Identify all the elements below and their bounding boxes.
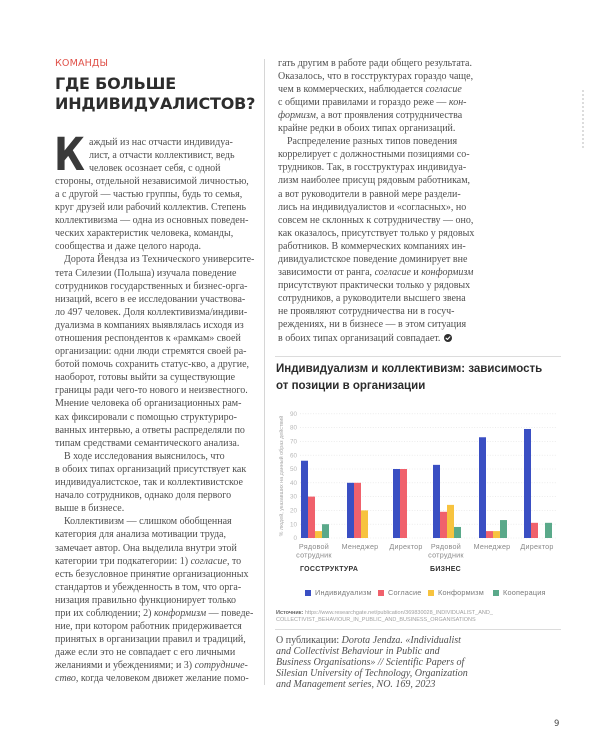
check-circle-icon (444, 334, 452, 342)
margin-mark (582, 90, 584, 150)
y-tick-label: 60 (289, 452, 297, 460)
text-line: есть безусловное принятие организационных (55, 568, 249, 580)
y-tick-label: 20 (289, 507, 297, 515)
group-label-government: ГОССТРУКТУРА (300, 566, 359, 573)
bar-series-1 (531, 523, 538, 538)
text-line: стороны, отдельной независимой личностью, (55, 175, 249, 187)
article-title-line-1: ГДЕ БОЛЬШЕ (55, 74, 176, 93)
chart-top-rule (275, 356, 561, 357)
text-line: ство, когда человеком движет желание помо- (55, 673, 249, 685)
legend-swatch-icon (378, 590, 384, 596)
bar-series-0 (433, 465, 440, 538)
bar-series-1 (400, 469, 407, 538)
x-category-label: Рядовой (298, 542, 330, 551)
group-label-business: БИЗНЕС (430, 566, 462, 573)
y-axis-title: % людей, указавших на данный образ действий (279, 415, 285, 537)
italic-term: ство (55, 673, 76, 685)
bar-series-0 (347, 483, 354, 538)
y-tick-label: 80 (289, 424, 297, 432)
text-line: Оказалось, что в госструктурах гораздо чаще, (278, 70, 474, 82)
text-line: не проявляют сотрудничества ни в госуч- (278, 306, 455, 318)
text-line: присутствуют практически только у рядовых (278, 280, 471, 292)
legend-label: Индивидуализм (315, 588, 372, 597)
text-line: начало сотрудников, однако доля первого (55, 490, 232, 502)
text-line: формизм, а вот проявления сотрудничества (278, 109, 463, 121)
y-tick-label: 10 (289, 521, 297, 529)
text-line: сообщества и даже целого народа. (55, 241, 202, 253)
text-line: в обоих типах организаций совпадает. (278, 332, 478, 345)
text-line: замечает автор. Она выделила внутри этой (55, 542, 237, 554)
text-line: сотрудников, а руководители высшего звена (278, 293, 466, 305)
text-line: совсем не склонных к сотрудничеству — оно, (278, 214, 474, 226)
italic-term: Dorota Jendza. «Individualist (341, 634, 461, 646)
italic-term: Silesian University of Technology, Organization (276, 667, 468, 679)
text-line: желаниями и убеждениями; и 3) сотрудниче- (55, 660, 248, 672)
text-line: ках фиксировали с помощью структуриро- (55, 411, 237, 423)
bar-series-3 (545, 523, 552, 538)
text-line: О публикации: Dorota Jendza. «Individualist (276, 634, 461, 646)
section-label: КОМАНДЫ (55, 57, 109, 69)
italic-term: формизм (278, 109, 316, 121)
bar-chart (270, 400, 570, 565)
legend-label: Конформизм (438, 588, 484, 597)
bar-series-1 (354, 483, 361, 538)
italic-term: согласие (190, 555, 227, 567)
text-line: тета Силезии (Польша) изучала поведение (55, 267, 237, 279)
y-tick-label: 70 (289, 438, 297, 446)
chart-bottom-rule (275, 629, 561, 630)
italic-term: кон- (448, 96, 467, 108)
text-line: ние, при котором работник придерживается (55, 621, 242, 633)
article-title (55, 74, 255, 114)
y-tick-label: 40 (289, 479, 297, 487)
legend-item-conformism (428, 588, 484, 597)
source-url-part-1: https://www.researchgate.net/publication/369830028_INDIVIDUALIST_AND_ (303, 609, 493, 616)
x-category-label: Менеджер (341, 542, 379, 551)
right-text-column (278, 57, 478, 345)
text-line: аждый из нас отчасти индивидуа- (89, 136, 233, 148)
text-line: сотрудников государственных и бизнес-орга- (55, 280, 248, 292)
y-tick-label: 90 (289, 410, 297, 418)
text-line: коррелирует с должностными позициями со- (278, 149, 470, 161)
text-line: низация правильно функционирует только (55, 594, 237, 606)
text-line: категории три подкатегории: 1) согласие, то (55, 555, 242, 567)
publication-note (276, 635, 496, 690)
left-text-column (55, 136, 254, 686)
text-line: с общими правилами и гораздо реже — кон- (278, 96, 467, 108)
italic-term: конформизм (153, 607, 207, 619)
text-line: а вот руководители в равной мере раздели- (278, 188, 461, 200)
text-line: выше в бизнесе. (55, 503, 125, 515)
bar-series-3 (322, 524, 329, 538)
text-line: лись на индивидуалистов и «согласных», но (278, 201, 467, 213)
bar-series-2 (361, 510, 368, 538)
italic-term: согласие (374, 267, 411, 279)
italic-term: and Collectivist Behaviour in Public and (276, 645, 440, 657)
bar-series-1 (486, 531, 493, 538)
text-line: Распределение разных типов поведения (287, 136, 458, 148)
x-category-label: Менеджер (473, 542, 511, 551)
text-line: лизм наиболее присущ рядовым работникам, (278, 175, 471, 187)
text-line: принятых в организации правил и традиций, (55, 634, 246, 646)
italic-term: сотрудниче- (194, 660, 248, 672)
x-category-label: Директор (520, 542, 554, 551)
bar-series-0 (479, 437, 486, 538)
article-title-line-2: ИНДИВИДУАЛИСТОВ? (55, 94, 256, 113)
text-line: круг друзей или рабочий коллектив. Степень (55, 202, 247, 214)
legend-item-cooperation (493, 588, 546, 597)
text-line: наоборот, готовы выйти за существующие (55, 372, 236, 384)
text-line: ло 497 человек. Доля коллективизма/индиви- (55, 306, 248, 318)
chart-legend (305, 588, 565, 597)
text-line: ботой помочь сохранить статус-кво, а другие, (55, 359, 250, 371)
text-line: Дорота Йендза из Технического университе- (64, 254, 255, 266)
y-tick-label: 50 (289, 466, 297, 474)
bar-series-1 (440, 512, 447, 538)
chart-source-line-1 (276, 610, 566, 617)
page-number: 9 (554, 719, 560, 729)
italic-term: and Management series, NO. 169, 2023 (276, 678, 436, 690)
text-line (276, 679, 496, 690)
text-line: отношения респондентов к «рамкам» своей (55, 333, 241, 344)
column-divider (264, 59, 265, 685)
text-line: крайне редки в обоих типах организаций. (278, 123, 456, 135)
chart-title-line-2: от позиции в организации (276, 379, 426, 392)
bar-series-3 (500, 520, 507, 538)
chart-title (276, 361, 576, 394)
bar-series-0 (524, 429, 531, 538)
x-category-label: сотрудник (296, 550, 332, 560)
drop-cap: К (54, 127, 85, 181)
legend-label: Согласие (388, 588, 422, 597)
text-line: индивидуалистское, так и коллективистское (55, 477, 243, 489)
legend-label: Кооперация (503, 588, 546, 597)
bar-series-0 (393, 469, 400, 538)
y-tick-label: 0 (293, 535, 297, 543)
x-category-label: Рядовой (430, 542, 462, 551)
text-line (276, 646, 496, 657)
italic-term: конформизм (421, 267, 474, 279)
text-line: низаций, всего в ее исследовании участвова- (55, 293, 246, 305)
text-line: типам средствами семантического анализа. (55, 437, 240, 449)
text-line: категория для анализа мотивации труда, (55, 529, 226, 541)
text-line: ванных интервью, а ответы распределяли по (55, 424, 245, 436)
text-line: организации: одни люди стремятся своей ра- (55, 346, 247, 358)
text-line: Коллективизм — слишком обобщенная (64, 516, 232, 528)
legend-item-agreement (378, 588, 422, 597)
text-line: дуализма в компаниях выявлялась исходя из (55, 319, 244, 331)
bar-series-3 (454, 527, 461, 538)
text-line: дивидуалистское поведение доминирует вне (278, 254, 468, 265)
y-tick-label: 30 (289, 493, 297, 501)
bar-series-1 (308, 497, 315, 538)
text-line: лист, а отчасти коллективист, ведь (89, 149, 235, 161)
text-line: а с другой — частью группы, будь то семья, (55, 188, 243, 200)
text-line: В ходе исследования выяснилось, что (64, 450, 225, 462)
chart-source (276, 610, 566, 624)
x-category-label: Директор (389, 542, 423, 551)
text-line: зависимости от ранга, согласие и конформизм (278, 267, 474, 279)
chart-title-line-1: Индивидуализм и коллективизм: зависимость (276, 363, 543, 375)
italic-term: Business Organisations» // Scientific Papers of (276, 656, 465, 668)
bar-series-2 (447, 505, 454, 538)
x-category-label: сотрудник (428, 550, 464, 560)
text-line: чем в коммерческих, наблюдается согласие (278, 83, 462, 95)
text-line: в обоих типах организаций присутствует как (55, 463, 247, 475)
text-line: границы ради чего-то нового и неизвестного. (55, 385, 248, 397)
text-line (276, 668, 496, 679)
bar-series-2 (493, 531, 500, 538)
source-label: Источник: (276, 609, 304, 616)
source-url-part-2: COLLECTIVIST_BEHAVIOUR_IN_PUBLIC_AND_BUSINESS_ORGANISATIONS (276, 616, 476, 623)
legend-swatch-icon (428, 590, 434, 596)
text-line: при их соблюдении; 2) конформизм — поведе- (55, 607, 254, 619)
legend-swatch-icon (305, 590, 311, 596)
text-line: реждениях, ни в бизнесе — в этом ситуация (278, 319, 467, 331)
italic-term: согласие (425, 83, 462, 95)
bar-series-2 (315, 531, 322, 538)
text-line: даже если это не совпадает с его личными (55, 647, 236, 659)
text-line: трудников. Так, в госструктурах индивидуа- (278, 162, 467, 174)
text-line (276, 657, 496, 668)
legend-item-individualism (305, 588, 372, 597)
text-line: Мнение человека об организационных рам- (55, 398, 242, 410)
text-line: работников. В коммерческих компаниях ин- (278, 240, 466, 252)
legend-swatch-icon (493, 590, 499, 596)
text-line: гать другим в работе ради общего результата. (278, 57, 472, 69)
text-line: коллективизма — одна из основных поведен- (55, 215, 249, 227)
text-line: человек осознает себя, с одной (89, 162, 221, 174)
bar-series-0 (301, 461, 308, 538)
text-line: как оказалось, присутствует только у рядовых (278, 227, 475, 239)
text-line: стандартов и убежденность в том, что орга- (55, 581, 242, 593)
text-line: ческих характеристик человека, команды, (55, 228, 234, 240)
